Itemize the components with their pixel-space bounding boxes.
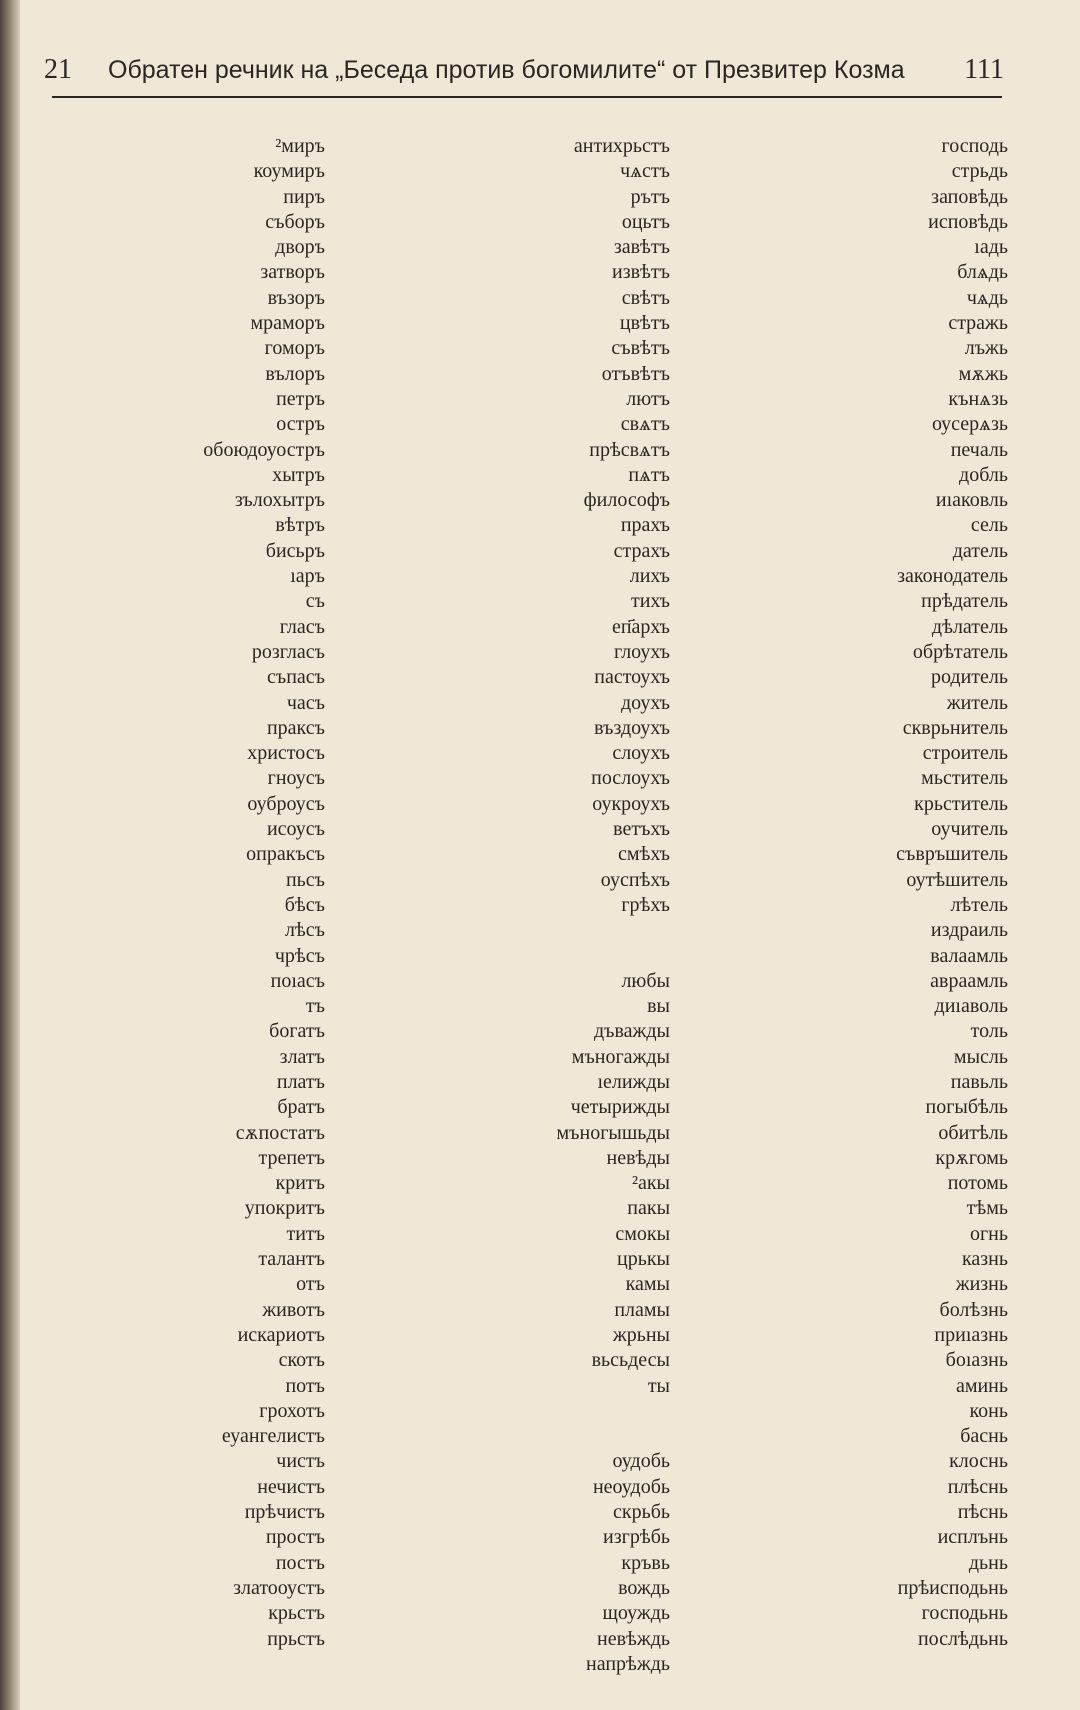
word-entry: животъ [262, 1298, 325, 1321]
column-gap [470, 918, 670, 943]
word-entry: богатъ [269, 1020, 325, 1043]
word-entry: жрьны [612, 1323, 670, 1346]
word-entry: прѣчистъ [244, 1501, 325, 1524]
word-entry: послоухъ [591, 767, 670, 790]
word-entry: аминь [955, 1374, 1008, 1397]
word-entry: трепетъ [258, 1146, 325, 1169]
word-entry: павьль [950, 1070, 1008, 1093]
word-entry: изгрѣбь [603, 1526, 670, 1549]
word-entry: ²миръ [275, 135, 325, 157]
word-entry: оудобь [612, 1450, 670, 1473]
word-entry: съ [305, 590, 325, 613]
word-entry: искариотъ [237, 1323, 325, 1346]
word-entry: оцьтъ [621, 210, 670, 233]
word-entry: крѫгомь [935, 1146, 1008, 1169]
page-number-right: 111 [964, 54, 1004, 85]
word-entry: плѣснь [947, 1475, 1008, 1498]
word-entry: оуброусъ [247, 792, 325, 815]
word-entry: грохотъ [259, 1399, 325, 1422]
word-entry: огнь [969, 1222, 1008, 1245]
word-entry: грѣхъ [621, 893, 670, 916]
word-entry: гноусъ [267, 767, 325, 790]
word-entry: законодатель [897, 565, 1008, 588]
word-entry: издраиль [930, 919, 1008, 942]
word-entry: хытръ [272, 463, 325, 486]
word-entry: лютъ [626, 387, 670, 410]
word-entry: пѧтъ [628, 463, 670, 486]
word-entry: родитель [930, 666, 1008, 689]
word-entry: тъ [305, 995, 325, 1018]
word-entry: праксъ [266, 716, 325, 739]
word-entry: упокритъ [244, 1197, 325, 1220]
word-entry: вождь [618, 1576, 670, 1599]
word-entry: гоморъ [264, 337, 325, 360]
word-entry: крьстъ [268, 1602, 325, 1625]
word-entry: исплънь [937, 1526, 1008, 1549]
word-entry: гласъ [279, 615, 325, 638]
page-number-left: 21 [44, 54, 72, 85]
word-entry: мѫжь [958, 362, 1008, 385]
word-entry: скрьбь [612, 1501, 670, 1524]
word-entry: антихрьстъ [573, 135, 670, 157]
word-entry: датель [952, 539, 1008, 562]
word-entry: критъ [275, 1172, 325, 1195]
word-entry: диıаволь [934, 995, 1008, 1018]
word-entry: съпасъ [266, 666, 325, 689]
word-entry: дъважды [593, 1020, 670, 1043]
word-entry: вы [647, 995, 670, 1018]
word-entry: мьститель [921, 767, 1008, 790]
word-entry: въздоухъ [594, 716, 670, 739]
word-entry: титъ [286, 1222, 325, 1245]
column-gap [470, 944, 670, 969]
column-gap [470, 1424, 670, 1449]
word-entry: дворъ [275, 236, 325, 259]
word-entry: мъногажды [571, 1045, 670, 1068]
word-entry: скотъ [278, 1349, 325, 1372]
word-entry: кънѧзь [948, 387, 1008, 410]
word-entry: отъвѣтъ [601, 362, 670, 385]
word-entry: възоръ [267, 286, 325, 309]
word-entry: пастоухъ [594, 666, 670, 689]
word-column-2 [470, 134, 670, 1677]
word-entry: господь [941, 135, 1008, 157]
word-entry: дѣлатель [931, 615, 1008, 638]
word-entry: конь [969, 1399, 1008, 1422]
word-entry: еуангелистъ [221, 1425, 325, 1448]
running-title: Обратен речник на „Беседа против богомилите“ от Презвитер Козма [108, 56, 905, 84]
word-entry: житель [946, 691, 1008, 714]
word-entry: чистъ [276, 1450, 325, 1473]
word-entry: съвѣтъ [611, 337, 670, 360]
word-entry: боıазнь [945, 1349, 1008, 1372]
word-column-3 [760, 134, 1008, 1652]
word-entry: пламы [614, 1298, 670, 1321]
word-entry: оутѣшитель [906, 868, 1008, 891]
word-entry: кръвь [621, 1551, 670, 1574]
word-entry: авраамль [930, 969, 1008, 992]
word-entry: иıаковль [935, 489, 1008, 512]
word-entry: неоудобь [592, 1475, 670, 1498]
word-entry: дьнь [968, 1551, 1008, 1574]
word-entry: щоуждь [602, 1602, 670, 1625]
word-entry: доухъ [621, 691, 670, 714]
word-entry: скврьнитель [902, 716, 1008, 739]
word-entry: слоухъ [612, 742, 670, 765]
word-entry: тѣмь [966, 1197, 1008, 1220]
word-entry: златооустъ [233, 1576, 325, 1599]
word-entry: стрьдь [951, 160, 1008, 183]
word-entry: златъ [279, 1045, 325, 1068]
book-spine-shadow [0, 0, 20, 1710]
word-entry: потомь [947, 1172, 1008, 1195]
word-entry: жизнь [955, 1273, 1008, 1296]
word-entry: строитель [922, 742, 1008, 765]
word-entry: валаамль [930, 944, 1008, 967]
word-entry: коумиръ [253, 160, 325, 183]
word-entry: баснь [960, 1425, 1008, 1448]
word-entry: петръ [276, 387, 325, 410]
word-entry: философъ [583, 489, 670, 512]
word-entry: часъ [286, 691, 325, 714]
word-entry: затворъ [260, 261, 325, 284]
word-entry: отъ [296, 1273, 325, 1296]
word-entry: смѣхъ [618, 843, 670, 866]
word-entry: невѣды [606, 1146, 670, 1169]
word-entry: приıазнь [934, 1323, 1008, 1346]
word-entry: розгласъ [251, 640, 325, 663]
word-entry: глоухъ [614, 640, 670, 663]
word-entry: потъ [285, 1374, 325, 1397]
word-entry: оуспѣхъ [600, 868, 670, 891]
word-entry: клоснь [949, 1450, 1008, 1473]
word-entry: добль [959, 463, 1008, 486]
word-entry: четырижды [570, 1096, 670, 1119]
word-entry: ıаръ [290, 565, 325, 588]
word-entry: зълохытръ [234, 489, 325, 512]
word-entry: братъ [277, 1096, 325, 1119]
word-column-1 [100, 134, 325, 1652]
word-entry: сѫпостатъ [235, 1121, 325, 1144]
word-entry: чѧстъ [620, 160, 670, 183]
word-entry: талантъ [258, 1248, 325, 1271]
word-entry: ²акы [631, 1172, 670, 1195]
word-entry: мъногышьды [556, 1121, 670, 1144]
word-entry: крьститель [914, 792, 1008, 815]
word-entry: опракъсъ [246, 843, 325, 866]
word-entry: поıасъ [270, 969, 325, 992]
word-entry: погыбѣль [925, 1096, 1008, 1119]
word-entry: лъжь [964, 337, 1008, 360]
word-entry: платъ [276, 1070, 325, 1093]
word-entry: исповѣдь [928, 210, 1008, 233]
word-entry: толь [970, 1020, 1008, 1043]
word-entry: пѣснь [957, 1501, 1008, 1524]
word-entry: оукроухъ [592, 792, 670, 815]
word-entry: печаль [950, 438, 1008, 461]
word-entry: блѧдь [957, 261, 1008, 284]
word-entry: христосъ [247, 742, 325, 765]
word-entry: пиръ [283, 185, 325, 208]
word-entry: любы [621, 969, 670, 992]
word-entry: цвѣтъ [619, 312, 670, 335]
word-entry: свѣтъ [621, 286, 670, 309]
word-entry: съборъ [265, 210, 325, 233]
word-entry: тихъ [630, 590, 670, 613]
word-entry: оусерѧзь [931, 413, 1008, 436]
word-entry: извѣтъ [612, 261, 670, 284]
word-entry: остръ [276, 413, 325, 436]
word-entry: господьнь [921, 1602, 1008, 1625]
word-entry: ıелижды [597, 1070, 670, 1093]
word-entry: вълоръ [265, 362, 325, 385]
word-entry: ветъхъ [613, 818, 670, 841]
word-entry: прьстъ [267, 1627, 325, 1650]
word-entry: бисьръ [265, 539, 325, 562]
word-entry: обоюдоуостръ [203, 438, 325, 461]
word-entry: нечистъ [257, 1475, 325, 1498]
word-entry: казнь [961, 1248, 1008, 1271]
header-rule [52, 96, 1002, 98]
word-entry: лихъ [629, 565, 670, 588]
word-entry: ты [647, 1374, 670, 1397]
word-entry: смокы [615, 1222, 670, 1245]
word-entry: лѣсъ [284, 919, 325, 942]
word-entry: вѣтръ [275, 514, 325, 537]
word-entry: сель [970, 514, 1008, 537]
word-entry: прѣисподьнь [897, 1576, 1008, 1599]
word-entry: ıадь [974, 236, 1008, 259]
word-entry: еп҃архъ [611, 615, 670, 638]
running-header [44, 50, 1004, 90]
word-entry: чрѣсъ [274, 944, 325, 967]
word-entry: невѣждь [597, 1627, 670, 1650]
word-entry: обрѣтатель [912, 640, 1008, 663]
word-entry: завѣтъ [613, 236, 670, 259]
word-entry: напрѣждь [586, 1652, 670, 1675]
word-entry: вьсьдесы [591, 1349, 670, 1372]
word-entry: страхъ [613, 539, 670, 562]
word-entry: оучитель [931, 818, 1008, 841]
word-entry: прѣдатель [921, 590, 1008, 613]
word-entry: послѣдьнь [917, 1627, 1008, 1650]
word-entry: болѣзнь [939, 1298, 1008, 1321]
word-entry: рътъ [630, 185, 670, 208]
word-entry: свѧтъ [620, 413, 670, 436]
word-entry: мысль [953, 1045, 1008, 1068]
word-entry: постъ [275, 1551, 325, 1574]
word-entry: прѣсвѧтъ [589, 438, 670, 461]
word-entry: пакы [627, 1197, 670, 1220]
word-entry: съвръшитель [896, 843, 1008, 866]
word-entry: чѧдь [966, 286, 1008, 309]
word-entry: исоусъ [266, 818, 325, 841]
word-entry: прахъ [620, 514, 670, 537]
word-entry: пьсъ [285, 868, 325, 891]
word-entry: бѣсъ [284, 893, 325, 916]
word-entry: обитѣль [938, 1121, 1008, 1144]
word-entry: мраморъ [250, 312, 325, 335]
word-entry: заповѣдь [931, 185, 1008, 208]
word-entry: црькы [617, 1248, 670, 1271]
word-entry: стражь [948, 312, 1008, 335]
word-entry: простъ [265, 1526, 325, 1549]
word-entry: камы [625, 1273, 670, 1296]
column-gap [470, 1399, 670, 1424]
word-entry: лѣтель [950, 893, 1008, 916]
